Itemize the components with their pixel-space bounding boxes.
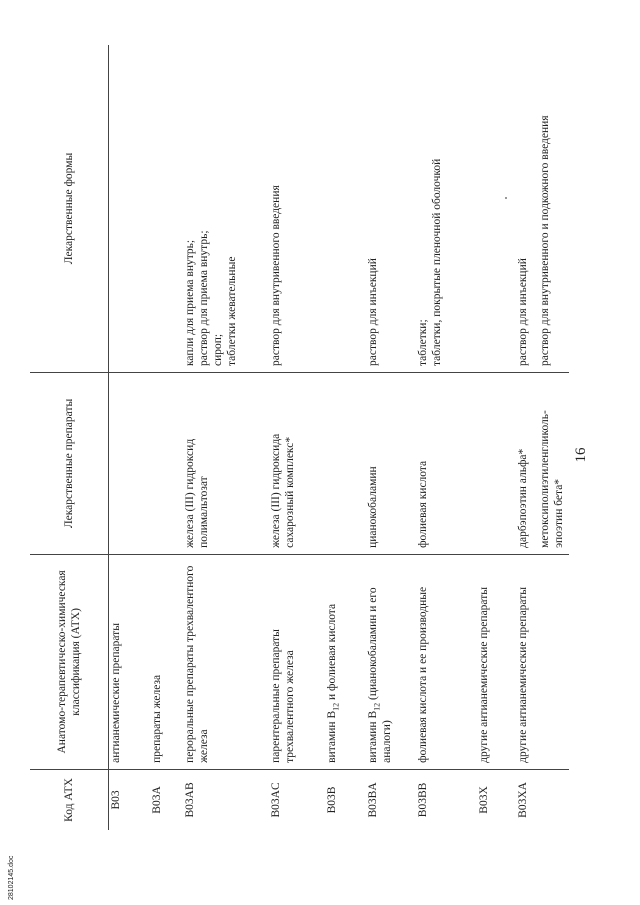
document-id: 28102145.doc xyxy=(8,855,15,900)
scan-speck xyxy=(505,197,507,199)
cell-classification: фолиевая кислота и ее производные xyxy=(416,554,477,769)
cell-forms xyxy=(183,45,269,372)
cell-classification xyxy=(366,554,416,769)
cell-classification: другие антианемические препараты xyxy=(516,554,569,769)
cell-code: B03B xyxy=(325,769,366,830)
cell-drugs xyxy=(109,372,151,554)
cell-drugs: железа (III) гидроксида сахарозный комплекс* xyxy=(269,372,325,554)
table-row xyxy=(269,45,325,830)
cell-classification: препараты железа xyxy=(150,554,183,769)
cell-classification: парентеральные препараты трехвалентного железа xyxy=(269,554,325,769)
drug-line: метоксиполиэтиленгликоль-эпоэтин бета* xyxy=(539,410,565,548)
cell-forms xyxy=(477,45,516,372)
cell-code: B03BB xyxy=(416,769,477,830)
cell-drugs xyxy=(325,372,366,554)
table-row xyxy=(183,45,269,830)
cell-classification: пероральные препараты трехвалентного железа xyxy=(183,554,269,769)
cell-drugs: цианокобаламин xyxy=(366,372,416,554)
header-drugs: Лекарственные препараты xyxy=(30,372,109,554)
classification-text: и фолиевая кислота xyxy=(326,603,338,703)
cell-code: B03AB xyxy=(183,769,269,830)
classification-text: витамин B xyxy=(326,710,338,763)
cell-classification: другие антианемические препараты xyxy=(477,554,516,769)
cell-forms xyxy=(150,45,183,372)
table-row xyxy=(109,45,151,830)
cell-code: B03A xyxy=(150,769,183,830)
classification-text: (цианокобаламин и его аналоги) xyxy=(367,587,393,763)
cell-drugs xyxy=(477,372,516,554)
drug-line: дарбэпоэтин альфа* xyxy=(517,448,529,548)
page-number: 16 xyxy=(573,447,589,463)
form-line: раствор для внутривенного и подкожного введения xyxy=(539,115,551,366)
cell-classification: антианемические препараты xyxy=(109,554,151,769)
table-row xyxy=(477,45,516,830)
cell-forms xyxy=(325,45,366,372)
table-row xyxy=(325,45,366,830)
table-row xyxy=(366,45,416,830)
cell-drugs: фолиевая кислота xyxy=(416,372,477,554)
cell-forms xyxy=(109,45,151,372)
cell-drugs xyxy=(516,372,569,554)
header-forms: Лекарственные формы xyxy=(63,152,75,265)
cell-code: B03AC xyxy=(269,769,325,830)
header-code: Код АТХ xyxy=(30,769,109,830)
form-line: раствор для инъекций xyxy=(517,258,529,366)
form-line: таблетки, покрытые пленочной оболочкой xyxy=(431,158,443,366)
form-line: таблетки жевательные xyxy=(226,256,238,366)
table-row xyxy=(150,45,183,830)
form-line: раствор для приема внутрь; xyxy=(198,230,210,366)
cell-code: B03XA xyxy=(516,769,569,830)
table-header-row xyxy=(30,45,109,830)
cell-forms xyxy=(416,45,477,372)
cell-code: B03 xyxy=(109,769,151,830)
subscript-12: 12 xyxy=(372,702,382,711)
form-line: сироп; xyxy=(212,333,224,366)
form-line: капли для приема внутрь; xyxy=(184,239,196,366)
cell-code: B03X xyxy=(477,769,516,830)
table-row xyxy=(516,45,569,830)
subscript-12: 12 xyxy=(331,702,341,711)
atx-table xyxy=(30,45,569,830)
header-classification: Анатомо-терапевтическо-химическая классификация (АТХ) xyxy=(30,554,109,769)
cell-drugs: железа (III) гидроксид полимальтозат xyxy=(183,372,269,554)
cell-drugs xyxy=(150,372,183,554)
cell-forms: раствор для инъекций xyxy=(367,258,379,366)
classification-text: витамин B xyxy=(367,710,379,763)
form-line: таблетки; xyxy=(417,319,429,366)
cell-forms xyxy=(516,45,569,372)
cell-classification xyxy=(325,554,366,769)
cell-code: B03BA xyxy=(366,769,416,830)
cell-forms: раствор для внутривенного введения xyxy=(270,185,282,366)
table-row xyxy=(416,45,477,830)
